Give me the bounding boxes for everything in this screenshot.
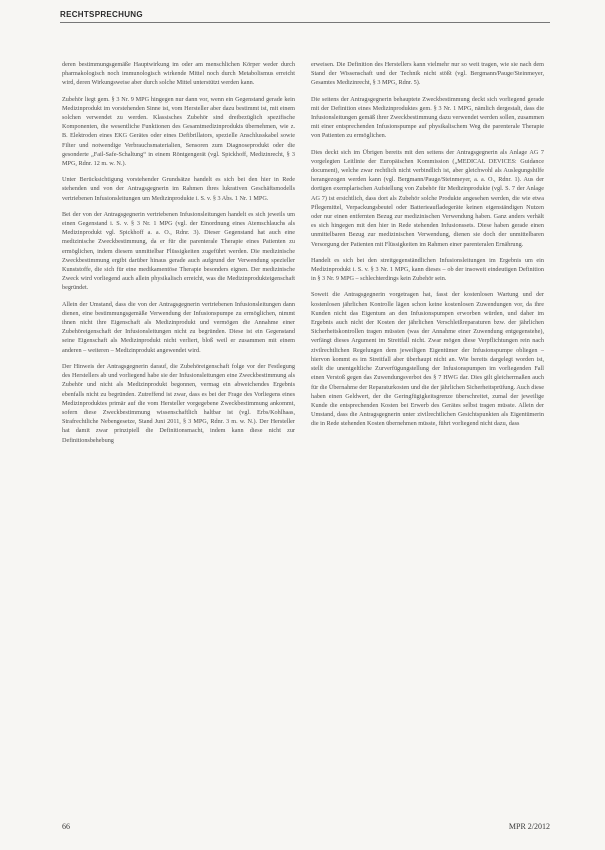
paragraph: Dies deckt sich im Übrigen bereits mit den seitens der Antragsgegnerin als Anlage AG 7 vorgelegten Leitlinie der Europäischen Kommission („MEDICAL DEVICES: Guidance document), welche zwar rechtlich nicht verbindlich ist, aber gleichwohl als Auslegungshilfe herangezogen werden kann (vgl. Bergmann/Pauge/Steinmeyer, a. a. O., Rdnr. 1). Aus der dortigen exemplarischen Aufstellung von Zubehör für Medizinprodukte (vgl. S. 7 der Anlage AG 7) ist ersichtlich, dass dort als Zubehör solche Produkte angesehen werden, die wie etwa Pflegemittel, Verpackungsbeutel oder Batterieaufladegeräte keinen eigenständigen Nutzen oder nur einen entfernten Bezug zur medizinischen Verwendung haben. Ganz anders verhält es sich hingegen mit den hier in Rede stehenden Infusionssets. Diese haben gerade einen unmittelbaren Bezug zur medizinischen Verwendung, dienen sie doch der unmittelbaren Versorgung der Patienten mit Flüssigkeiten im Rahmen einer parenteralen Ernährung. [311, 148, 544, 248]
paragraph: Handelt es sich bei den streitgegenständlichen Infusionsleitungen im Ergebnis um ein Medizinprodukt i. S. v. § 3 Nr. 1 MPG, kann dieses – ob der insoweit eindeutigen Definition in § 3 Nr. 9 MPG – schlechterdings kein Zubehör sein. [311, 256, 544, 283]
paragraph: Der Hinweis der Antragsgegnerin darauf, die Zubehöreigenschaft folge vor der Festlegung des Herstellers ab und vorliegend habe sie der Infusionsleitungen eine Zweckbestimmung als Zubehör und nicht als Medizinprodukt begonnen, vermag ein abweichendes Ergebnis ebenfalls nicht zu begründen. Zutreffend ist zwar, dass es bei der Frage des Vorliegens eines Medizinproduktes primär auf die vom Hersteller vorgegebene Zweckbestimmung ankommt, sofern diese Zweckbestimmung wissenschaftlich haltbar ist (vgl. Erbs/Kohlhaas, Strafrechtliche Nebengesetze, Stand Juni 2011, § 3 MPG, Rdnr. 3 m. w. N.). Der Hersteller hat damit zwar prinzipiell die Definitionsmacht, indem kann diese nicht zur Definitionsbehebung [62, 362, 295, 444]
header-rule [60, 22, 550, 23]
paragraph: Soweit die Antragsgegnerin vorgetragen hat, fasst der kostenlosen Wartung und der kostenlosen jährlichen Kontrolle lägen schon keine kostenlosen Zuwendungen vor, da ihre Kunden nicht das Eigentum an den Infusionspumpen erworben würden, und daher im Ergebnis auch nicht der Kosten der jährlichen Verschleißreparaturen bzw. der jährlichen Sicherheitskontrollen tragen müssten (was der Annahme einer Zuwendung entgegenstehe), verfängt dieses Argument im Streitfall nicht. Zwar mögen diese Verpflichtungen rein nach zivilrechtlichen Regelungen dem jeweiligen Eigentümer der Infusionspumpe obliegen – hiervon kommt es im Streitfall aber überhaupt nicht an. Wie bereits dargelegt worden ist, stellt die unentgeltliche Zurverfügungstellung der Infusionspumpen im vorliegenden Fall einen Verstoß gegen das Zuwendungsverbot des § 7 HWG dar. Dies gilt gleichermaßen auch für die Übernahme der Reparaturkosten und die der jährlichen Sicherheitsprüfung. Auch diese haben einen Geldwert, der die Geringfügigkeitsgrenze überschreitet, zumal der jeweilige Kunde die entsprechenden Kosten bei Erwerb des Gerätes selbst tragen müsste. Allein der Umstand, dass die Antragsgegnerin unter zivilrechtlichen Gesichtspunkten als Eigentümerin die in Rede stehenden Kosten übernehmen müsste, führt vorliegend nicht dazu, dass [311, 291, 544, 428]
left-column [62, 60, 295, 805]
right-column [311, 60, 544, 805]
page-number: 66 [62, 822, 70, 831]
paragraph: deren bestimmungsgemäße Hauptwirkung im oder am menschlichen Körper weder durch pharmakologisch noch immunologisch wirkende Mittel noch durch Metabolismus erreicht wird, deren Wirkungsweise aber durch solche Mittel unterstützt werden kann. [62, 61, 295, 87]
journal-issue: MPR 2/2012 [508, 822, 550, 831]
paragraph: Allein der Umstand, dass die von der Antragsgegnerin vertriebenen Infusionsleitungen dann dienen, eine bestimmungsgemäße Verwendung der Infusionspumpe zu ermöglichen, nimmt ihnen nicht ihre Eigenschaft als Medizinprodukt und vermögen die Annahme einer Zubehöreigenschaft der Infusionsleitungen nicht zu begründen. Diese ist ein Gegenstand seine Eigenschaft als Medizinprodukt nicht verliert, bloß weil er zusammen mit einem anderen – weiteren – Medizinprodukt angewendet wird. [62, 300, 295, 354]
paragraph: Unter Berücksichtigung vorstehender Grundsätze handelt es sich bei den hier in Rede stehenden und von der Antragsgegnerin im Rahmen ihres lukrativen Geschäftsmodells vertriebenen Infusionsleitungen um Medizinprodukte i. S. v. § 3 Abs. 1 Nr. 1 MPG. [62, 176, 295, 202]
section-label: RECHTSPRECHUNG [60, 10, 143, 19]
paragraph: Bei der von der Antragsgegnerin vertriebenen Infusionsleitungen handelt es sich jeweils um einen Gegenstand i. S. v. § 3 Nr. 1 MPG (vgl. der Einordnung eines Atemschlauchs als Medizinprodukt vgl. Spickhoff a. a. O., Rdnr. 3). Dieser Gegenstand hat auch eine medizinische Zweckbestimmung, da er für die parenterale Therapie eines Patienten zu ermöglichen, indem diesem unmittelbar Flüssigkeiten zugeführt werden. Die medizinische Zweckbestimmung ergibt darüber hinaus gerade auch aufgrund der Verwendung spezieller Kunststoffe, die sich für eine medikamentöse Therapie besonders eignen. Der medizinische Zweck wird vorliegend auch allein physikalisch erreicht, was die Medizinprodukteigenschaft begründet. [62, 210, 295, 292]
paragraph: Zubehör liegt gem. § 3 Nr. 9 MPG hingegen nur dann vor, wenn ein Gegenstand gerade kein Medizinprodukt im vorstehenden Sinne ist, vom Hersteller aber dazu bestimmt ist, mit einem solchen verwendet zu werden. Klassisches Zubehör sind dreibezüglich spezifische Komponenten, die wesentliche Funktionen des Gesamtmedizinprodukts übernehmen, wie z. B. Elektroden eines EKG Gerätes oder eines Defibrillators, spezielle Anschlusskabel sowie Filter und notwendige Verbrauchsmaterialien, Sensoren zum Diagnoseprodukt oder die gesonderte „Fail-Safe-Schaltung“ in einem Röntgengerät (vgl. Spickhoff, Medizinrecht, § 3 MPG, Rdnr. 12 m. w. N.). [62, 95, 295, 168]
paragraph: erweisen. Die Definition des Herstellers kann vielmehr nur so weit tragen, wie sie nach dem Stand der Wissenschaft und der Technik nicht stößt (vgl. Bergmann/Pauge/Steinmeyer, Gesamtes Medizinrecht, § 3 MPG, Rdnr. 5). [311, 61, 544, 87]
paragraph: Die seitens der Antragsgegnerin behauptete Zweckbestimmung deckt sich vorliegend gerade mit der Definition eines Medizinproduktes gem. § 3 Nr. 1 MPG, nämlich dergestalt, dass die Infusionsleitungen gemäß ihrer Zweckbestimmung dazu verwendet werden sollen, zusammen mit einer entsprechenden Infusionspumpe auf physikalischem Weg die parenterale Therapie von Patienten zu ermöglichen. [311, 95, 544, 140]
